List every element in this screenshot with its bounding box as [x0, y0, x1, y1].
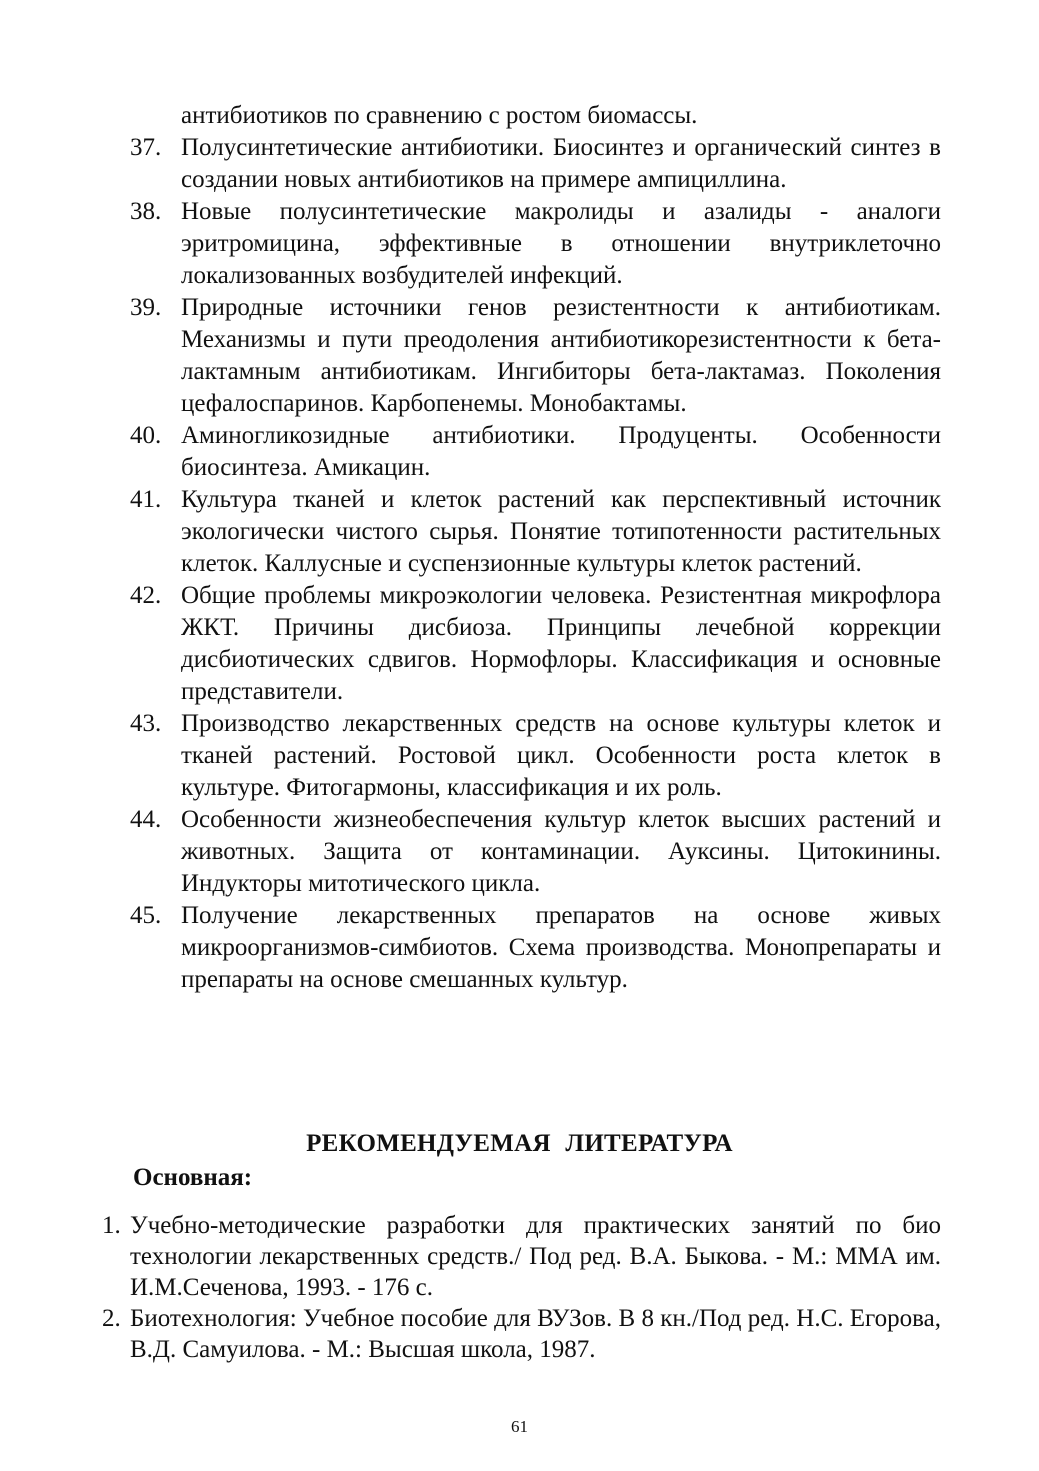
literature-item	[0, 1210, 941, 1303]
literature-number: 1.	[102, 1212, 121, 1239]
literature-text: Учебно-методические разработки для практических занятий по био технологии лекарственных средств./ Под ред. В.А. Быкова. - М.: ММА им. И.М.Сеченова, 1993. - 176 с.	[130, 1212, 941, 1301]
question-number: 45.	[130, 902, 162, 929]
question-item	[0, 708, 941, 804]
question-number: 41.	[130, 486, 162, 513]
question-item	[0, 196, 941, 292]
question-text: Новые полусинтетические макролиды и азалиды - аналоги эритромицина, эффективные в отношении внутриклеточно локализованных возбудителей инфекций.	[181, 198, 941, 289]
question-text: Аминогликозидные антибиотики. Продуценты. Особенности биосинтеза. Амикацин.	[181, 422, 941, 481]
question-item	[0, 900, 941, 996]
question-number: 38.	[130, 198, 162, 225]
literature-heading: РЕКОМЕНДУЕМАЯ ЛИТЕРАТУРА	[306, 1130, 733, 1157]
question-text: Природные источники генов резистентности к антибиотикам. Механизмы и пути преодоления антибиотикорезистентности к бета-лактамным антибиотикам. Ингибиторы бета-лактамаз. Поколения цефалоспаринов. Карбопенемы. Монобактамы.	[181, 294, 941, 417]
question-text: Общие проблемы микроэкологии человека. Резистентная микрофлора ЖКТ. Причины дисбиоза. Принципы лечебной коррекции дисбиотических сдвигов. Нормофлоры. Классификация и основные представители.	[181, 582, 941, 705]
literature-subheading: Основная:	[133, 1164, 253, 1191]
question-text: Производство лекарственных средств на основе культуры клеток и тканей растений. Ростовой цикл. Особенности роста клеток в культуре. Фитогармоны, классификация и их роль.	[181, 710, 941, 801]
question-number: 40.	[130, 422, 162, 449]
literature-item	[0, 1303, 941, 1365]
question-item	[0, 580, 941, 708]
continuation-text: антибиотиков по сравнению с ростом биомассы.	[181, 102, 698, 129]
question-item	[0, 484, 941, 580]
question-list	[0, 132, 1039, 996]
question-text: Полусинтетические антибиотики. Биосинтез и органический синтез в создании новых антибиотиков на примере ампициллина.	[181, 134, 941, 193]
question-number: 44.	[130, 806, 162, 833]
question-item	[0, 420, 941, 484]
question-number: 39.	[130, 294, 162, 321]
question-number: 42.	[130, 582, 162, 609]
question-item	[0, 804, 941, 900]
question-number: 43.	[130, 710, 162, 737]
question-text: Культура тканей и клеток растений как перспективный источник экологически чистого сырья. Понятие тотипотенности растительных клеток. Каллусные и суспензионные культуры клеток растений.	[181, 486, 941, 577]
literature-number: 2.	[102, 1305, 121, 1332]
literature-text: Биотехнология: Учебное пособие для ВУЗов. В 8 кн./Под ред. Н.С. Егорова, В.Д. Самуилова. - М.: Высшая школа, 1987.	[130, 1305, 941, 1363]
literature-list	[0, 1210, 1039, 1365]
question-text: Особенности жизнеобеспечения культур клеток высших растений и животных. Защита от контаминации. Ауксины. Цитокинины. Индукторы митотического цикла.	[181, 806, 941, 897]
question-item	[0, 132, 941, 196]
question-item	[0, 292, 941, 420]
page-number: 61	[511, 1417, 528, 1436]
question-number: 37.	[130, 134, 162, 161]
question-text: Получение лекарственных препаратов на основе живых микроорганизмов-симбиотов. Схема производства. Монопрепараты и препараты на основе смешанных культур.	[181, 902, 941, 993]
